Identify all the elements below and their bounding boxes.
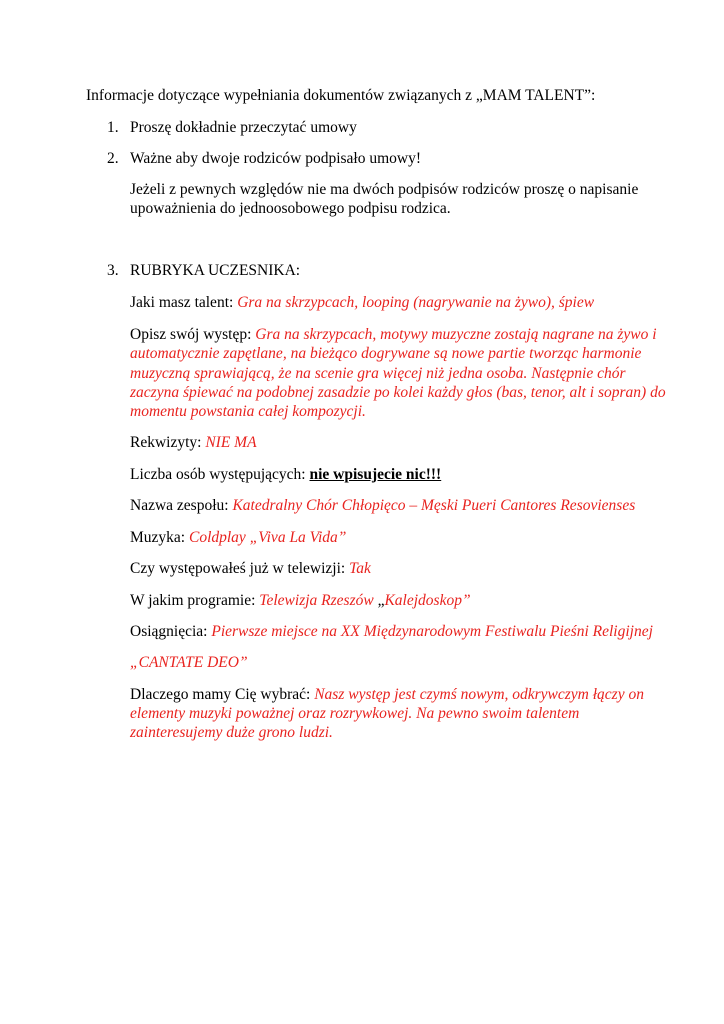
section-3-number: 3. — [107, 262, 119, 279]
item-2-text: Ważne aby dwoje rodziców podpisało umowy! — [130, 150, 422, 167]
field-liczba-label: Liczba osób występujących: — [130, 466, 310, 483]
field-zespol-value: Katedralny Chór Chłopięco – Męski Pueri Cantores Resovienses — [232, 497, 636, 514]
field-program-value-a: Telewizja Rzeszów — [259, 592, 378, 609]
field-talent-value: Gra na skrzypcach, looping (nagrywanie na żywo), śpiew — [237, 294, 595, 311]
field-opis-label: Opisz swój występ: — [130, 326, 256, 343]
field-dlaczego-value-2: elementy muzyki poważnej oraz rozrywkowej. Na pewno swoim talentem — [130, 705, 580, 722]
field-telewizja — [130, 559, 371, 579]
field-program-value-b: „ — [377, 592, 385, 609]
field-zespol — [130, 496, 635, 516]
field-liczba-value: nie wpisujecie nic!!! — [309, 466, 442, 483]
field-dlaczego-line-1 — [130, 685, 644, 705]
field-rekwizyty-label: Rekwizyty: — [130, 434, 206, 451]
section-3-heading: RUBRYKA UCZESNIKA: — [130, 262, 301, 279]
note-line-2: upoważnienia do jednoosobowego podpisu rodzica. — [130, 200, 451, 217]
field-muzyka-label: Muzyka: — [130, 529, 189, 546]
intro-heading: Informacje dotyczące wypełniania dokumentów związanych z „MAM TALENT”: — [86, 87, 596, 104]
field-telewizja-label: Czy występowałeś już w telewizji: — [130, 560, 350, 577]
field-muzyka — [130, 528, 346, 548]
field-opis-value-3: muzyczną sprawiającą, że na scenie gra więcej niż jedna osoba. Następnie chór — [130, 365, 626, 382]
item-1-text: Proszę dokładnie przeczytać umowy — [130, 119, 357, 136]
field-program-value-c: Kalejdoskop” — [384, 592, 471, 609]
field-talent — [130, 293, 594, 313]
field-rekwizyty — [130, 433, 257, 453]
field-osiagniecia — [130, 622, 653, 642]
field-zespol-label: Nazwa zespołu: — [130, 497, 233, 514]
field-osiagniecia-label: Osiągnięcia: — [130, 623, 212, 640]
field-opis-line-1 — [130, 325, 657, 345]
field-dlaczego-value-1: Nasz występ jest czymś nowym, odkrywczym łączy on — [314, 686, 644, 703]
field-dlaczego-label: Dlaczego mamy Cię wybrać: — [130, 686, 315, 703]
field-osiagniecia-value-1: Pierwsze miejsce na XX Międzynarodowym Festiwalu Pieśni Religijnej — [211, 623, 653, 640]
field-dlaczego-value-3: zainteresujemy duże grono ludzi. — [130, 724, 333, 741]
field-rekwizyty-value: NIE MA — [205, 434, 257, 451]
field-program — [130, 591, 471, 611]
item-2-number: 2. — [107, 150, 119, 167]
field-talent-label: Jaki masz talent: — [130, 294, 238, 311]
field-program-label: W jakim programie: — [130, 592, 260, 609]
field-opis-value-2: automatycznie zapętlane, na bieżąco dogrywane są nowe partie tworząc harmonie — [130, 345, 642, 362]
field-opis-value-5: momentu powstania całej kompozycji. — [130, 403, 366, 420]
field-opis-value-1: Gra na skrzypcach, motywy muzyczne zostają nagrane na żywo i — [255, 326, 657, 343]
field-telewizja-value: Tak — [349, 560, 371, 577]
field-liczba — [130, 465, 441, 485]
note-line-1: Jeżeli z pewnych względów nie ma dwóch podpisów rodziców proszę o napisanie — [130, 181, 639, 198]
item-1-number: 1. — [107, 119, 119, 136]
field-muzyka-value: Coldplay „Viva La Vida” — [188, 529, 347, 546]
field-osiagniecia-value-2: „CANTATE DEO” — [130, 654, 248, 671]
field-opis-value-4: zaczyna śpiewać na podobnej zasadzie po kolei każdy głos (bas, tenor, alt i sopran) do — [130, 384, 666, 401]
